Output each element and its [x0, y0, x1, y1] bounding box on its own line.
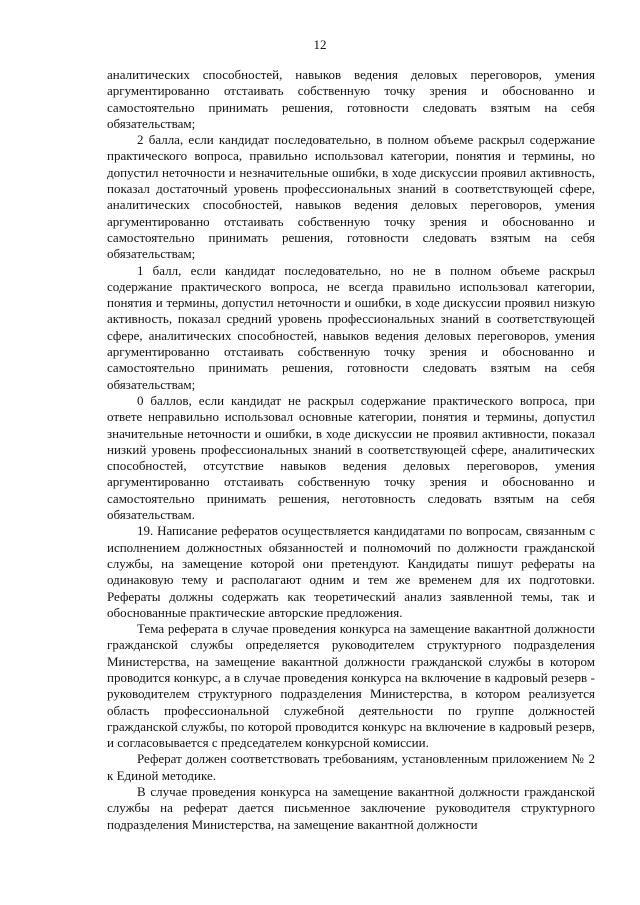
paragraph-item-19: 19. Написание рефератов осуществляется кандидатами по вопросам, связанным с исполнением должностных обязанностей и полномочий по должности гражданской службы, на замещение которой они претендуют. Кандидаты пишут рефераты на одинаковую тему и располагают одним и тем же временем для их подготовки. Рефераты должны содержать как теоретический анализ заявленной темы, так и обоснованные практические авторские предложения.: [107, 523, 595, 620]
paragraph-essay-requirements: Реферат должен соответствовать требованиям, установленным приложением № 2 к Единой методике.: [107, 751, 595, 783]
paragraph-essay-review: В случае проведения конкурса на замещение вакантной должности гражданской службы на реферат дается письменное заключение руководителя структурного подразделения Министерства, на замещение вакантной должности: [107, 784, 595, 832]
paragraph-essay-topic: Тема реферата в случае проведения конкурса на замещение вакантной должности гражданской службы определяется руководителем структурного подразделения Министерства, на замещение вакантной должности гражданской службы в котором проводится конкурс, а в случае проведения конкурса на включение в кадровый резерв - руководителем структурного подразделения Министерства, в котором реализуется область профессиональной служебной деятельности по группе должностей гражданской службы, по которой проводится конкурс на включение в кадровый резерв, и согласовывается с председателем конкурсной комиссии.: [107, 621, 595, 751]
paragraph-continuation: аналитических способностей, навыков ведения деловых переговоров, умения аргументированно отстаивать собственную точку зрения и обоснованно и самостоятельно принимать решения, готовности следовать взятым на себя обязательствам;: [107, 67, 595, 131]
paragraph-1-point: 1 балл, если кандидат последовательно, но не в полном объеме раскрыл содержание практического вопроса, не всегда правильно использовал категории, понятия и термины, допустил неточности и ошибки, в ходе дискуссии проявил низкую активность, показал средний уровень профессиональных знаний в соответствующей сфере, аналитических способностей, навыков ведения деловых переговоров, умения аргументированно отстаивать собственную точку зрения и обоснованно и самостоятельно принимать решения, готовности следовать взятым на себя обязательствам;: [107, 262, 595, 392]
page-number: 12: [313, 37, 327, 52]
paragraph-2-points: 2 балла, если кандидат последовательно, в полном объеме раскрыл содержание практического вопроса, правильно использовал категории, понятия и термины, но допустил неточности и незначительные ошибки, в ходе дискуссии проявил активность, показал достаточный уровень профессиональных знаний в соответствующей сфере, аналитических способностей, навыков ведения деловых переговоров, умения аргументированно отстаивать собственную точку зрения и обоснованно и самостоятельно принимать решения, готовности следовать взятым на себя обязательствам;: [107, 132, 595, 262]
body-text: [107, 67, 595, 833]
paragraph-0-points: 0 баллов, если кандидат не раскрыл содержание практического вопроса, при ответе неправильно использовал основные категории, понятия и термины, допустил значительные неточности и ошибки, в ходе дискуссии не проявил активности, показал низкий уровень профессиональных знаний в соответствующей сфере, аналитических способностей, отсутствие навыков ведения деловых переговоров, умения аргументированно отстаивать собственную точку зрения и обоснованно и самостоятельно принимать решения, неготовность следовать взятым на себя обязательствам.: [107, 392, 595, 523]
